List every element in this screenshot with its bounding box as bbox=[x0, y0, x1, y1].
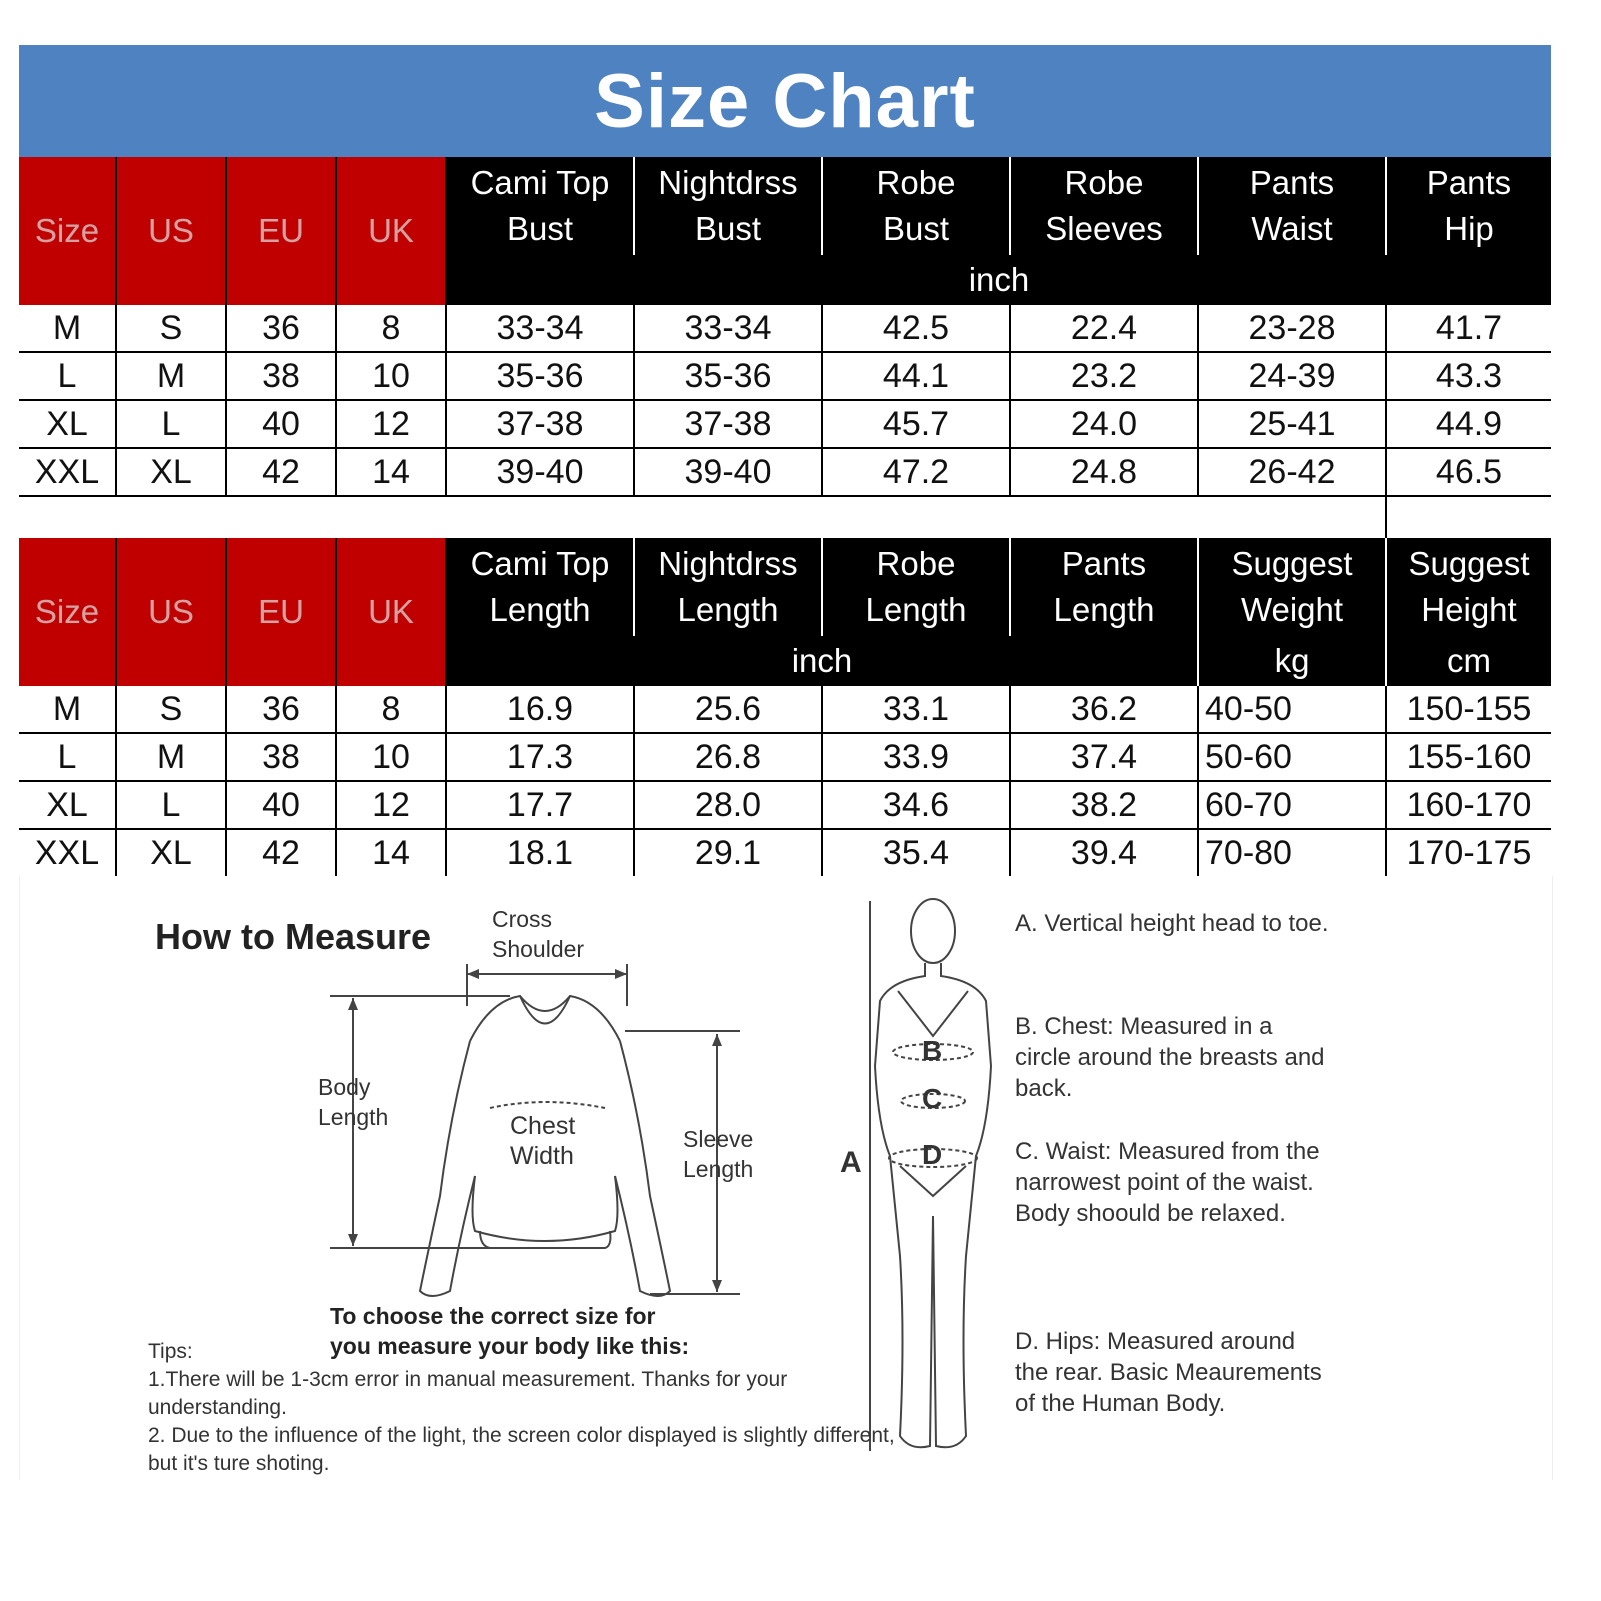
chest-width-label: Chest Width bbox=[510, 1112, 576, 1170]
divider bbox=[1385, 492, 1387, 538]
table-cell: 40 bbox=[226, 781, 336, 829]
how-to-measure-panel bbox=[19, 876, 1553, 1480]
header-eu: EU bbox=[226, 157, 336, 305]
tips-text bbox=[148, 1338, 908, 1478]
sweater-body bbox=[473, 1176, 618, 1241]
table-cell: 155-160 bbox=[1386, 733, 1551, 781]
table-cell: XL bbox=[19, 400, 116, 448]
table-cell: 36.2 bbox=[1010, 686, 1198, 733]
table-cell: 44.1 bbox=[822, 352, 1010, 400]
header-robe-length: Robe Length bbox=[822, 538, 1010, 636]
tips-heading: Tips: bbox=[148, 1340, 193, 1363]
table-cell: XL bbox=[116, 829, 226, 877]
tip-1: 1.There will be 1-3cm error in manual measurement. Thanks for your understanding. bbox=[148, 1368, 788, 1419]
table-cell: 39.4 bbox=[1010, 829, 1198, 877]
size-table-bust bbox=[19, 157, 1551, 497]
table-row bbox=[19, 305, 1551, 352]
table-cell: 37-38 bbox=[446, 400, 634, 448]
table-cell: 25.6 bbox=[634, 686, 822, 733]
header-robe-sleeves: Robe Sleeves bbox=[1010, 157, 1198, 255]
figure-label-a: A bbox=[840, 1146, 862, 1179]
body-length-label: Body Length bbox=[318, 1074, 389, 1130]
header-us: US bbox=[116, 538, 226, 686]
table-cell: 17.7 bbox=[446, 781, 634, 829]
table-cell: 17.3 bbox=[446, 733, 634, 781]
table-cell: 60-70 bbox=[1198, 781, 1386, 829]
table-cell: 12 bbox=[336, 781, 446, 829]
table-cell: M bbox=[19, 305, 116, 352]
table-row bbox=[19, 352, 1551, 400]
cross-shoulder-label: Cross Shoulder bbox=[492, 906, 585, 962]
table-cell: 44.9 bbox=[1386, 400, 1551, 448]
table-cell: L bbox=[116, 400, 226, 448]
unit-inch: inch bbox=[446, 255, 1551, 305]
table-cell: 35-36 bbox=[634, 352, 822, 400]
table-cell: 36 bbox=[226, 686, 336, 733]
table-cell: 50-60 bbox=[1198, 733, 1386, 781]
table-cell: 25-41 bbox=[1198, 400, 1386, 448]
table-cell: 23.2 bbox=[1010, 352, 1198, 400]
description-b: B. Chest: Measured in a circle around the breasts and back. bbox=[1015, 1013, 1325, 1102]
table-cell: 33-34 bbox=[634, 305, 822, 352]
table-cell: 46.5 bbox=[1386, 448, 1551, 496]
sweater-collar bbox=[470, 996, 620, 1041]
table-row bbox=[19, 829, 1551, 877]
table-cell: 26.8 bbox=[634, 733, 822, 781]
header-robe-bust: Robe Bust bbox=[822, 157, 1010, 255]
table-cell: M bbox=[116, 733, 226, 781]
table-cell: 8 bbox=[336, 686, 446, 733]
description-c: C. Waist: Measured from the narrowest point of the waist. Body shoould be relaxed. bbox=[1015, 1138, 1320, 1227]
header-us: US bbox=[116, 157, 226, 305]
table-cell: XXL bbox=[19, 448, 116, 496]
table-cell: 34.6 bbox=[822, 781, 1010, 829]
table-cell: 24.0 bbox=[1010, 400, 1198, 448]
table-cell: 35-36 bbox=[446, 352, 634, 400]
header-pants-hip: Pants Hip bbox=[1386, 157, 1551, 255]
table-cell: 39-40 bbox=[634, 448, 822, 496]
table-cell: XL bbox=[116, 448, 226, 496]
header-uk: UK bbox=[336, 157, 446, 305]
header-cami-length: Cami Top Length bbox=[446, 538, 634, 636]
sleeve-length-label: Sleeve Length bbox=[683, 1126, 754, 1182]
table-cell: 37-38 bbox=[634, 400, 822, 448]
header-pants-waist: Pants Waist bbox=[1198, 157, 1386, 255]
table-cell: L bbox=[19, 733, 116, 781]
table-row bbox=[19, 733, 1551, 781]
table-cell: 42 bbox=[226, 448, 336, 496]
header-eu: EU bbox=[226, 538, 336, 686]
table-cell: 14 bbox=[336, 829, 446, 877]
table-cell: 26-42 bbox=[1198, 448, 1386, 496]
figure-label-c: C bbox=[922, 1083, 943, 1114]
table-cell: 10 bbox=[336, 733, 446, 781]
table-cell: 12 bbox=[336, 400, 446, 448]
table-cell: 38.2 bbox=[1010, 781, 1198, 829]
description-d: D. Hips: Measured around the rear. Basic Meaurements of the Human Body. bbox=[1015, 1328, 1322, 1417]
table-cell: S bbox=[116, 686, 226, 733]
unit-kg: kg bbox=[1198, 636, 1386, 686]
header-size: Size bbox=[19, 157, 116, 305]
how-to-measure-heading: How to Measure bbox=[155, 916, 432, 957]
page-title: Size Chart bbox=[594, 58, 976, 144]
sweater-right-sleeve bbox=[615, 1041, 670, 1296]
table-cell: 45.7 bbox=[822, 400, 1010, 448]
table-cell: 38 bbox=[226, 733, 336, 781]
sweater-left-sleeve bbox=[420, 1041, 475, 1296]
table-row bbox=[19, 686, 1551, 733]
title-banner bbox=[19, 45, 1551, 157]
table-cell: L bbox=[116, 781, 226, 829]
unit-inch: inch bbox=[446, 636, 1198, 686]
description-a: A. Vertical height head to toe. bbox=[1015, 910, 1329, 937]
table-cell: 43.3 bbox=[1386, 352, 1551, 400]
table-cell: 36 bbox=[226, 305, 336, 352]
table-cell: 39-40 bbox=[446, 448, 634, 496]
table-cell: 23-28 bbox=[1198, 305, 1386, 352]
table-cell: 16.9 bbox=[446, 686, 634, 733]
header-nightdress-bust: Nightdrss Bust bbox=[634, 157, 822, 255]
figure-head bbox=[911, 899, 955, 963]
table-cell: 24.8 bbox=[1010, 448, 1198, 496]
table-cell: 41.7 bbox=[1386, 305, 1551, 352]
table-cell: 14 bbox=[336, 448, 446, 496]
header-size: Size bbox=[19, 538, 116, 686]
table-cell: M bbox=[116, 352, 226, 400]
table-row bbox=[19, 400, 1551, 448]
table-cell: 38 bbox=[226, 352, 336, 400]
table-cell: 22.4 bbox=[1010, 305, 1198, 352]
table-cell: 42.5 bbox=[822, 305, 1010, 352]
table-cell: 8 bbox=[336, 305, 446, 352]
header-uk: UK bbox=[336, 538, 446, 686]
table-cell: 37.4 bbox=[1010, 733, 1198, 781]
unit-cm: cm bbox=[1386, 636, 1551, 686]
header-suggest-weight: Suggest Weight bbox=[1198, 538, 1386, 636]
header-suggest-height: Suggest Height bbox=[1386, 538, 1551, 636]
size-table-length bbox=[19, 538, 1551, 878]
table-cell: 160-170 bbox=[1386, 781, 1551, 829]
table-cell: 33.1 bbox=[822, 686, 1010, 733]
table-cell: 29.1 bbox=[634, 829, 822, 877]
table-cell: XL bbox=[19, 781, 116, 829]
table-cell: 40 bbox=[226, 400, 336, 448]
figure-label-b: B bbox=[922, 1035, 943, 1066]
table-cell: XXL bbox=[19, 829, 116, 877]
table-cell: 18.1 bbox=[446, 829, 634, 877]
table-cell: 33.9 bbox=[822, 733, 1010, 781]
table-cell: 24-39 bbox=[1198, 352, 1386, 400]
header-nightdress-length: Nightdrss Length bbox=[634, 538, 822, 636]
table-cell: M bbox=[19, 686, 116, 733]
table-cell: 47.2 bbox=[822, 448, 1010, 496]
table-cell: 33-34 bbox=[446, 305, 634, 352]
table-cell: 28.0 bbox=[634, 781, 822, 829]
table-cell: S bbox=[116, 305, 226, 352]
tip-2: 2. Due to the influence of the light, the screen color displayed is slightly different, but it's ture shoting. bbox=[148, 1424, 895, 1475]
figure-label-d: D bbox=[922, 1139, 943, 1170]
header-cami-bust: Cami Top Bust bbox=[446, 157, 634, 255]
table-cell: 70-80 bbox=[1198, 829, 1386, 877]
table-cell: 35.4 bbox=[822, 829, 1010, 877]
table-cell: 150-155 bbox=[1386, 686, 1551, 733]
header-pants-length: Pants Length bbox=[1010, 538, 1198, 636]
table-cell: 42 bbox=[226, 829, 336, 877]
measure-note: To choose the correct size for you measure your body like this: bbox=[330, 1303, 690, 1359]
table-row bbox=[19, 448, 1551, 496]
table-cell: 40-50 bbox=[1198, 686, 1386, 733]
table-cell: L bbox=[19, 352, 116, 400]
table-cell: 10 bbox=[336, 352, 446, 400]
table-row bbox=[19, 781, 1551, 829]
table-cell: 170-175 bbox=[1386, 829, 1551, 877]
